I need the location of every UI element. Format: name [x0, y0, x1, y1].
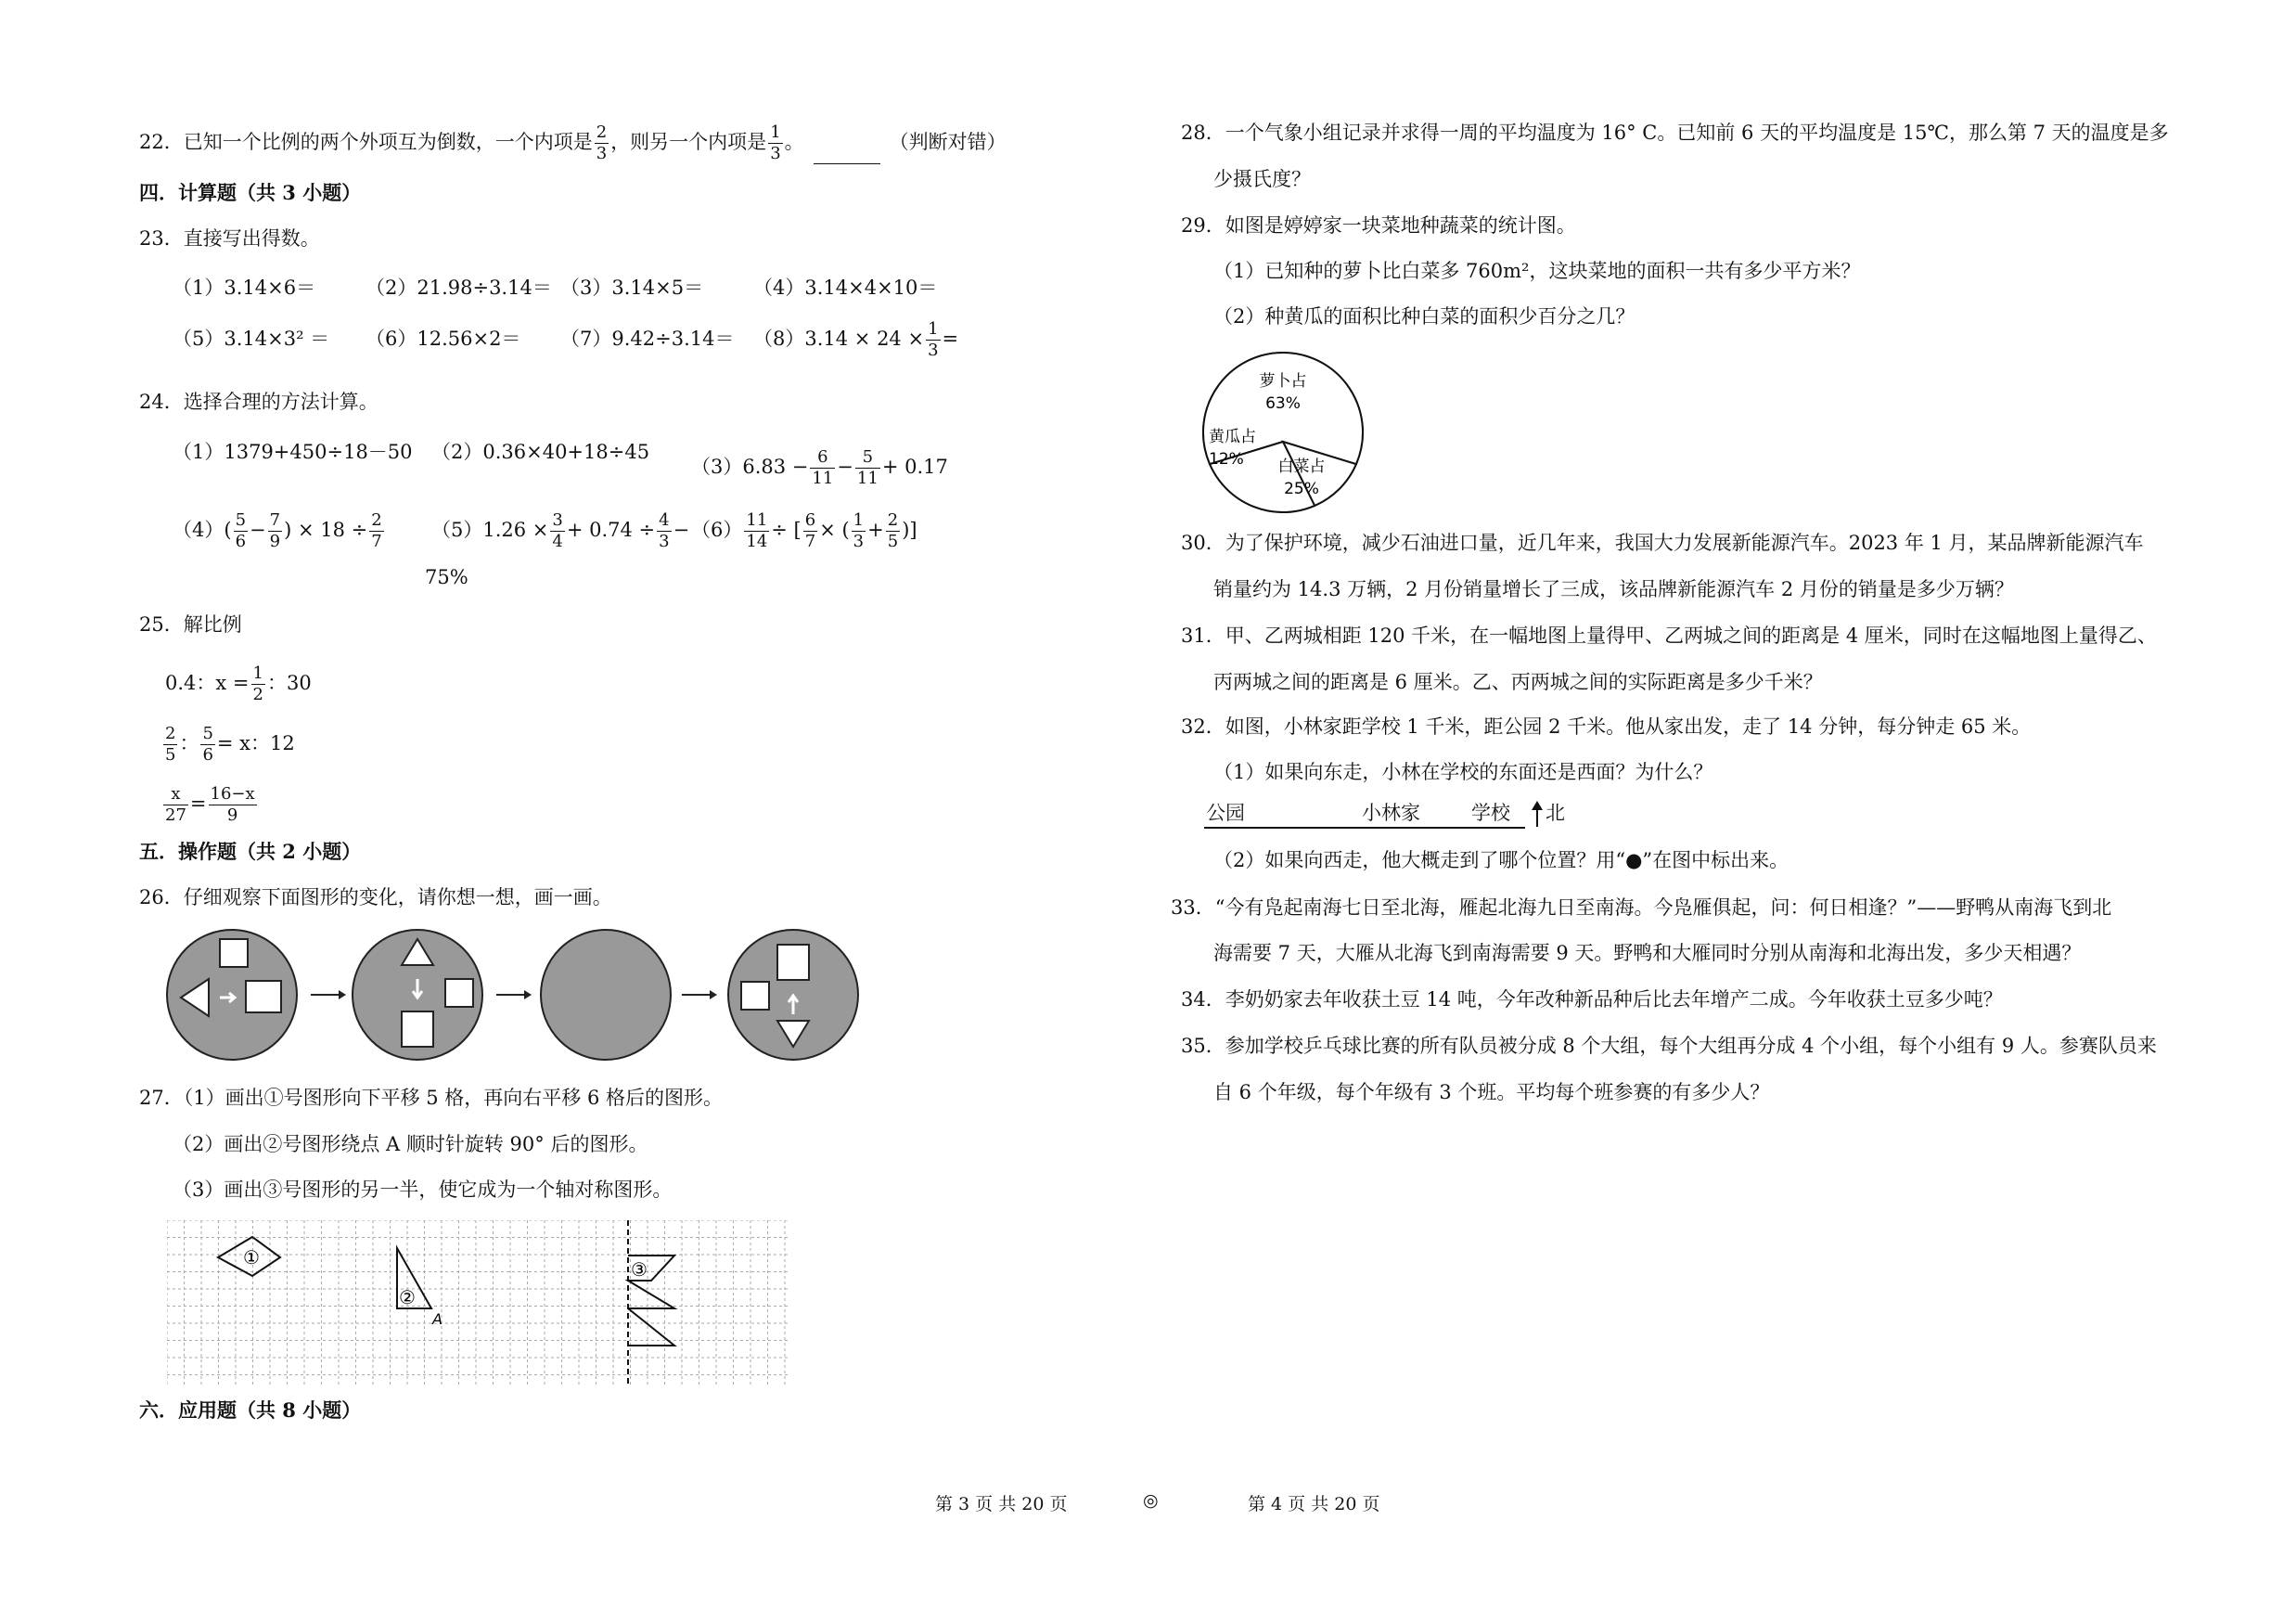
map-label-school: 学校	[1471, 802, 1510, 824]
shape-sequence-figure	[162, 928, 877, 1067]
fraction: $\frac{7}{9}$	[269, 510, 281, 551]
footer-center-mark: ◎	[1143, 1490, 1159, 1511]
question-33-line-2: 海需要 7 天，大雁从北海飞到南海需要 9 天。野鸭和大雁同时分别从南海和北海出发，多少天相遇？	[1213, 942, 2082, 964]
sequence-circle-3-blank[interactable]	[541, 930, 671, 1060]
question-35-line-2: 自 6 个年级，每个年级有 3 个班。平均每个班参赛的有多少人？	[1213, 1081, 1770, 1103]
q23-item-2: （2）21.98÷3.14＝	[366, 277, 552, 299]
question-32-title: 32．如图，小林家距学校 1 千米，距公园 2 千米。他从家出发，走了 14 分钟，每分钟走 65 米。	[1181, 715, 2032, 738]
question-34: 34．李奶奶家去年收获土豆 14 吨，今年改种新品种后比去年增产二成。今年收获土豆多少吨？	[1181, 988, 2003, 1011]
question-32-sub-1: （1）如果向东走，小林在学校的东面还是西面？为什么？	[1213, 761, 1713, 783]
shape-2	[397, 1248, 443, 1328]
svg-text:③: ③	[631, 1258, 648, 1281]
fraction: $\frac{x}{27}$	[165, 784, 186, 825]
north-arrow-icon	[1531, 801, 1544, 827]
fraction: $\frac{6}{11}$	[812, 447, 834, 488]
sequence-circle-2	[353, 930, 482, 1060]
fraction: $\frac{4}{3}$	[659, 510, 670, 551]
shape-1	[218, 1237, 280, 1276]
q23-item-5: （5）3.14×3² ＝	[173, 328, 330, 350]
svg-text:A: A	[432, 1310, 443, 1328]
fraction: $\frac{5}{6}$	[235, 510, 247, 551]
fraction: $\frac{1}{3}$	[770, 122, 781, 163]
pie-value-cabbage: 25%	[1284, 480, 1319, 498]
question-30-line-1: 30．为了保护环境，减少石油进口量，近几年来，我国大力发展新能源汽车。2023 年 1 月，某品牌新能源汽车	[1181, 532, 2144, 554]
map-label-home: 小林家	[1362, 802, 1420, 824]
question-31-line-1: 31．甲、乙两城相距 120 千米，在一幅地图上量得甲、乙两城之间的距离是 4 厘米，同时在这幅地图上量得乙、	[1181, 625, 2157, 647]
arrow-2	[496, 990, 532, 999]
question-24-title: 24．选择合理的方法计算。	[139, 391, 378, 413]
fraction: $\frac{5}{11}$	[856, 447, 879, 488]
svg-text:②: ②	[399, 1286, 416, 1308]
question-35-line-1: 35．参加学校乒乓球比赛的所有队员被分成 8 个大组，每个大组再分成 4 个小组，每个小组有 9 人。参赛队员来	[1181, 1035, 2157, 1057]
fraction: $\frac{3}{4}$	[552, 510, 563, 551]
question-29-sub-2: （2）种黄瓜的面积比种白菜的面积少百分之几？	[1213, 305, 1635, 328]
direction-map[interactable]	[1204, 795, 1594, 834]
q23-item-1: （1）3.14×6＝	[173, 277, 316, 299]
fraction: $\frac{1}{3}$	[853, 510, 865, 551]
sequence-circle-1	[167, 930, 297, 1060]
q24-item-1: （1）1379+450÷18－50	[173, 441, 413, 463]
q23-item-7: （7）9.42÷3.14＝	[560, 328, 735, 350]
question-33-line-1: 33．“今有凫起南海七日至北海，雁起北海九日至南海。今凫雁俱起，问：何日相逢？”——野鸭从南海飞到北	[1171, 896, 2112, 919]
q23-item-3: （3）3.14×5＝	[560, 277, 704, 299]
fraction: $\frac{1}{2}$	[252, 663, 263, 704]
map-label-park: 公园	[1206, 802, 1245, 824]
question-26: 26．仔细观察下面图形的变化，请你想一想，画一画。	[139, 886, 612, 908]
q25-equation-3: $\frac{x}{27}$ = $\frac{16-x}{9}$	[165, 784, 255, 825]
question-31-line-2: 丙两城之间的距离是 6 厘米。乙、丙两城之间的实际距离是多少千米？	[1213, 671, 1823, 693]
pie-label-radish: 萝卜占	[1259, 372, 1307, 391]
svg-text:①: ①	[243, 1246, 260, 1269]
fraction: $\frac{2}{5}$	[887, 510, 899, 551]
pie-label-cabbage: 白菜占	[1277, 457, 1326, 476]
fraction: $\frac{1}{3}$	[928, 319, 939, 360]
q23-item-6: （6）12.56×2＝	[366, 328, 521, 350]
section-6-heading: 六．应用题（共 8 小题）	[139, 1398, 362, 1422]
question-28-line-2: 少摄氏度？	[1213, 168, 1311, 190]
q24-item-5: （5）1.26 × $\frac{3}{4}$ + 0.74 ÷ $\frac{4}{3}$ −	[431, 510, 690, 551]
fraction: $\frac{2}{5}$	[165, 724, 176, 765]
pie-value-cucumber: 12%	[1209, 450, 1244, 469]
pie-value-radish: 63%	[1265, 394, 1301, 413]
footer-page-left: 第 3 页 共 20 页	[935, 1494, 1068, 1514]
question-29-title: 29．如图是婷婷家一块菜地种蔬菜的统计图。	[1181, 214, 1576, 237]
footer-page-right: 第 4 页 共 20 页	[1248, 1494, 1380, 1514]
answer-blank[interactable]	[814, 147, 880, 164]
fraction: $\frac{2}{7}$	[371, 510, 382, 551]
shape-3-half	[628, 1256, 674, 1346]
q24-item-4: （4）( $\frac{5}{6}$ − $\frac{7}{9}$ ) × 18 ÷ $\frac{2}{7}$	[173, 510, 382, 551]
fraction: $\frac{2}{3}$	[596, 122, 608, 163]
vegetable-pie-chart	[1201, 351, 1368, 518]
fraction: $\frac{5}{6}$	[202, 724, 213, 765]
q23-item-4: （4）3.14×4×10＝	[753, 277, 938, 299]
fraction: $\frac{16-x}{9}$	[210, 784, 255, 825]
pie-label-cucumber: 黄瓜占	[1209, 428, 1256, 446]
question-23-title: 23．直接写出得数。	[139, 227, 320, 250]
q23-item-8: （8）3.14 × 24 × $\frac{1}{3}$ =	[753, 319, 959, 360]
question-29-sub-1: （1）已知种的萝卜比白菜多 760m²，这块菜地的面积一共有多少平方米？	[1213, 260, 1861, 282]
q25-equation-1: 0.4：x = $\frac{1}{2}$ ：30	[165, 663, 312, 704]
q24-item-6: （6） $\frac{11}{14}$ ÷ [ $\frac{6}{7}$ × ( $\frac{1}{3}$ + $\frac{2}{5}$ )]	[691, 510, 917, 551]
fraction: $\frac{11}{14}$	[746, 510, 768, 551]
map-baseline	[1204, 827, 1525, 829]
question-28-line-1: 28．一个气象小组记录并求得一周的平均温度为 16° C。已知前 6 天的平均温度是 15℃，那么第 7 天的温度是多	[1181, 122, 2169, 144]
question-27-line-1: 27．（1）画出①号图形向下平移 5 格，再向右平移 6 格后的图形。	[139, 1087, 724, 1109]
q24-item-5-tail: 75%	[425, 566, 468, 588]
question-32-sub-2: （2）如果向西走，他大概走到了哪个位置？用“●”在图中标出来。	[1213, 849, 1789, 871]
question-27-line-2: （2）画出②号图形绕点 A 顺时针旋转 90° 后的图形。	[173, 1133, 648, 1155]
question-30-line-2: 销量约为 14.3 万辆，2 月份销量增长了三成，该品牌新能源汽车 2 月份的销量是多少万辆？	[1213, 578, 2014, 600]
fraction: $\frac{6}{7}$	[804, 510, 816, 551]
question-27-line-3: （3）画出③号图形的另一半，使它成为一个轴对称图形。	[173, 1179, 673, 1201]
q24-item-3: （3）6.83 − $\frac{6}{11}$ − $\frac{5}{11}$ + 0.17	[691, 447, 948, 488]
sequence-circle-4	[728, 930, 858, 1060]
arrow-3	[682, 990, 717, 999]
dotted-grid-figure[interactable]	[167, 1220, 793, 1387]
map-label-north: 北	[1546, 802, 1565, 824]
question-25-title: 25．解比例	[139, 613, 242, 636]
q25-equation-2: $\frac{2}{5}$ ： $\frac{5}{6}$ = x：12	[165, 724, 295, 765]
q24-item-2: （2）0.36×40+18÷45	[431, 441, 650, 463]
section-5-heading: 五．操作题（共 2 小题）	[139, 840, 362, 863]
arrow-1	[311, 990, 346, 999]
section-4-heading: 四．计算题（共 3 小题）	[139, 181, 362, 204]
question-22: 22．已知一个比例的两个外项互为倒数，一个内项是 $\frac{2}{3}$ ，则另一个内项是 $\frac{1}{3}$ 。 （判断对错）	[139, 122, 1007, 163]
